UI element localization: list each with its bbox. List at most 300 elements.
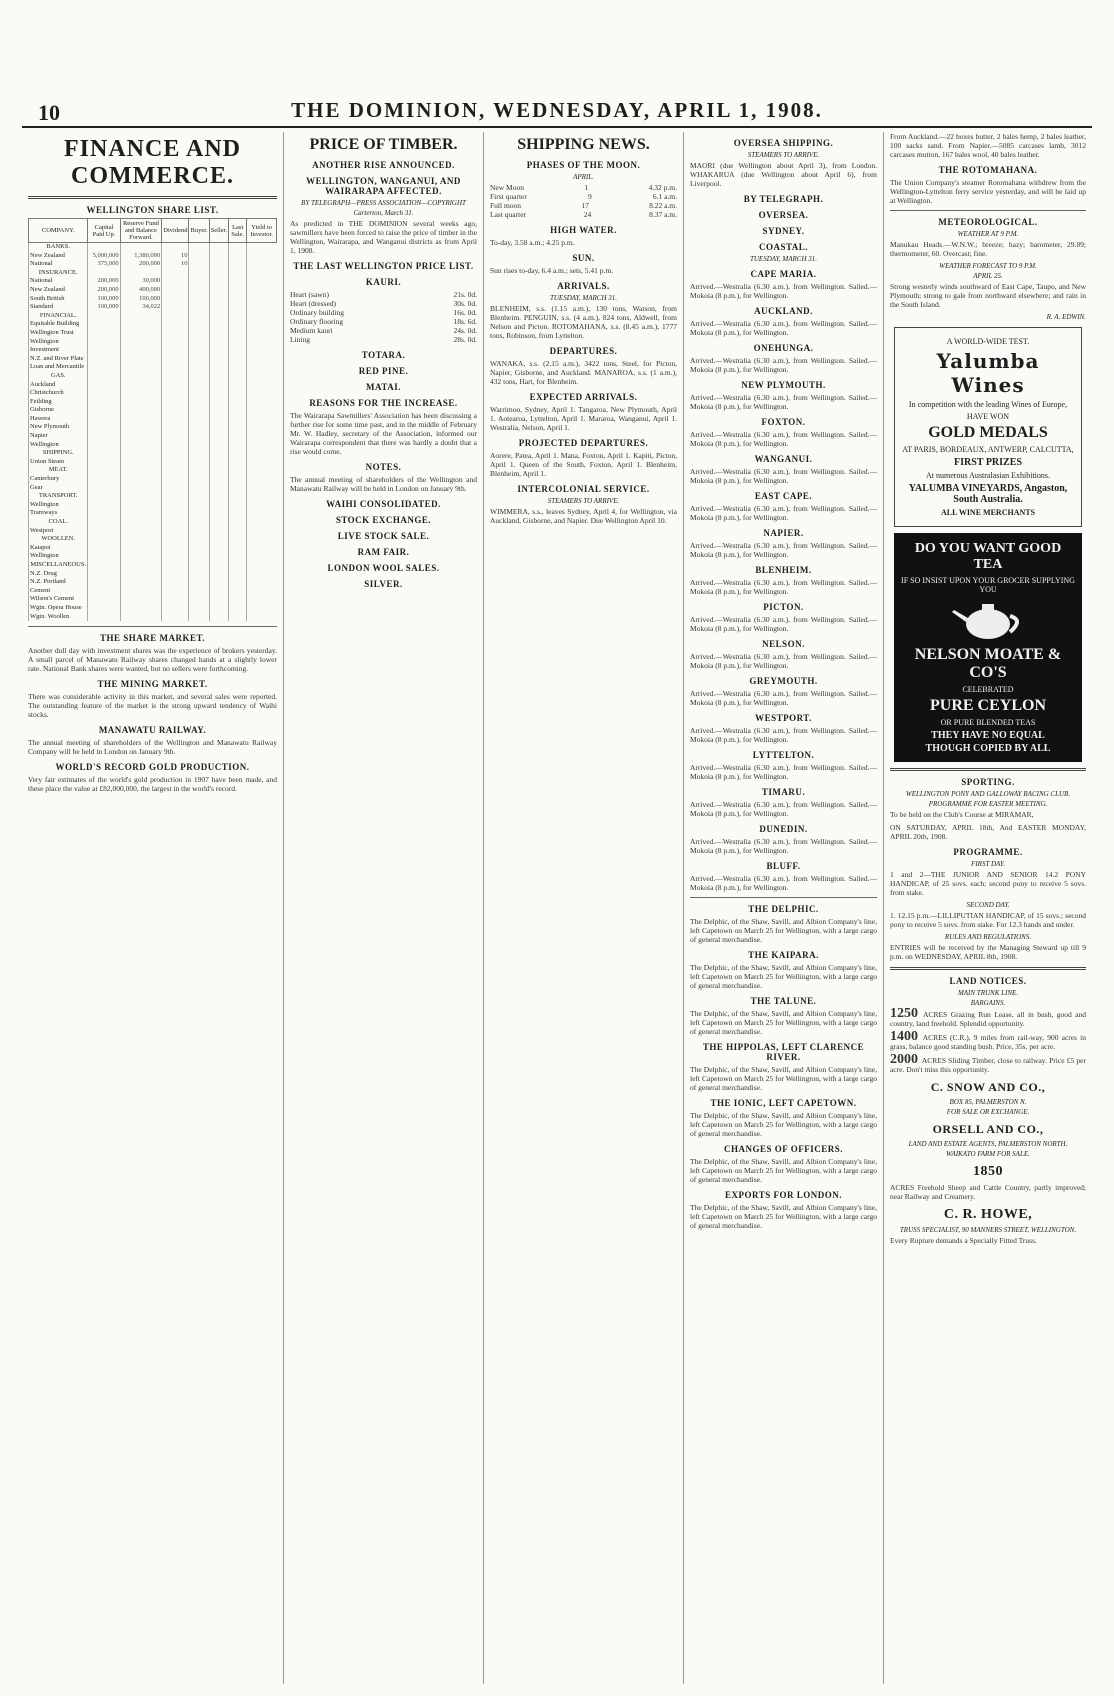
ship-note-title: EXPORTS FOR LONDON. [725, 1190, 842, 1200]
share-value [162, 363, 189, 372]
share-value: 30,000 [120, 277, 162, 286]
share-value [229, 501, 247, 518]
share-value [120, 449, 162, 458]
ship-note-text: The Delphic, of the Shaw, Savill, and Albion Company's line, left Capetown on March 25 for Wellington, with a large cargo of general merchandise. [690, 1009, 877, 1036]
share-value [247, 277, 277, 286]
share-value [209, 406, 228, 415]
share-value [162, 398, 189, 407]
share-value [229, 363, 247, 372]
port-text: Arrived.—Westralia (6.30 a.m.), from Wellington. Sailed.—Mokoia (8 p.m.), for Wellington. [690, 541, 877, 559]
intercolonial-text: WIMMERA, s.s., leaves Sydney, April 4, for Wellington, via Auckland, Gisborne, and Napier. Due Wellington April 10. [490, 507, 677, 525]
bargain-text: ACRES Grazing Run Lease, all in bush, good and country, land freehold. Splendid opportunity. [890, 1010, 1087, 1028]
share-value [209, 295, 228, 304]
share-value [209, 329, 228, 338]
share-value [120, 389, 162, 398]
share-value [162, 415, 189, 424]
share-row [29, 570, 277, 579]
share-value [162, 286, 189, 295]
share-value [247, 535, 277, 544]
share-value [88, 492, 120, 501]
share-value [189, 492, 209, 501]
share-value [247, 406, 277, 415]
company-name: Napier [29, 432, 88, 441]
share-value [229, 398, 247, 407]
share-row [29, 260, 277, 269]
timber-grade: Heart (dressed) [290, 299, 337, 308]
share-value [88, 432, 120, 441]
timber-price: 18s. 6d. [453, 317, 477, 326]
share-value [189, 363, 209, 372]
newspaper-title: THE DOMINION, WEDNESDAY, APRIL 1, 1908. [291, 98, 823, 122]
share-value [209, 552, 228, 561]
company-name: Hawera [29, 415, 88, 424]
share-value [247, 295, 277, 304]
share-row [29, 501, 277, 518]
share-value [247, 269, 277, 278]
share-value [189, 484, 209, 493]
share-value [120, 544, 162, 553]
moon-cell: First quarter [490, 192, 527, 201]
company-name: FINANCIAL. [29, 312, 88, 321]
share-row [29, 320, 277, 329]
share-value [209, 501, 228, 518]
share-value: 200,000 [120, 260, 162, 269]
share-value [162, 303, 189, 312]
share-row [29, 484, 277, 493]
company-name: Wellington Tramways [29, 501, 88, 518]
share-value [209, 570, 228, 579]
share-value [247, 604, 277, 613]
moon-title: PHASES OF THE MOON. [526, 160, 641, 170]
share-value [120, 312, 162, 321]
share-value [229, 415, 247, 424]
share-value [88, 466, 120, 475]
shipping-column [484, 132, 684, 1684]
share-col-header: Buyer. [189, 219, 209, 243]
timber-dateline: Carterton, March 31. [353, 209, 414, 217]
share-value [120, 578, 162, 595]
kauri-title: KAURI. [365, 277, 402, 287]
share-value [120, 243, 162, 252]
share-value [229, 527, 247, 536]
share-row [29, 389, 277, 398]
share-value [247, 527, 277, 536]
share-row [29, 372, 277, 381]
share-value [120, 320, 162, 329]
share-value [189, 604, 209, 613]
share-value [162, 552, 189, 561]
reasons-title: REASONS FOR THE INCREASE. [309, 398, 458, 408]
company-name: Wgtn. Opera House [29, 604, 88, 613]
main-trunk-title: MAIN TRUNK LINE. [957, 989, 1019, 997]
ad-kicker: A WORLD-WIDE TEST. [946, 337, 1030, 346]
share-value [120, 415, 162, 424]
nelson-moate-tea-ad [894, 533, 1082, 762]
company-name: South British [29, 295, 88, 304]
company-name: Loan and Mercantile [29, 363, 88, 372]
share-value [209, 286, 228, 295]
masthead [22, 96, 1092, 128]
share-value [229, 372, 247, 381]
share-value [88, 338, 120, 355]
projected-text: Aorere, Patea, April 1. Mana, Foxton, April 1. Kapiti, Picton, April 1. Queen of the South, Foxton, April 1. Blenheim, Blenheim, April 1. [490, 451, 677, 478]
company-name: Equitable Building [29, 320, 88, 329]
share-value [209, 269, 228, 278]
port-text: Arrived.—Westralia (6.30 a.m.), from Wellington. Sailed.—Mokoia (8 p.m.), for Wellington. [690, 393, 877, 411]
company-name: Union Steam [29, 458, 88, 467]
share-value [162, 613, 189, 622]
notes-title: NOTES. [365, 462, 402, 472]
sporting-where: To be held on the Club's Course at MIRAMAR, [890, 810, 1034, 819]
share-value [229, 458, 247, 467]
moon-row [490, 210, 677, 219]
share-value [209, 303, 228, 312]
port-text: Arrived.—Westralia (6.30 a.m.), from Wellington. Sailed.—Mokoia (8 p.m.), for Wellington. [690, 467, 877, 485]
share-value [229, 355, 247, 364]
ship-note-title: THE IONIC, LEFT CAPETOWN. [710, 1098, 857, 1108]
ad-exhibitions: At numerous Australasian Exhibitions. [926, 471, 1050, 480]
share-value [229, 329, 247, 338]
share-value [189, 527, 209, 536]
tea-ad-line4: PURE CEYLON [929, 697, 1046, 714]
reasons-text: The Wairarapa Sawmillers' Association has been discussing a further rise for some time past, and in the middle of February Mr. W. Hadley, secretary of the Association, informed our Wairarapa correspondent that there was hardly a doubt that a rise would come. [290, 411, 477, 456]
company-name: N.Z. Drug [29, 570, 88, 579]
ship-notes [690, 904, 877, 1230]
share-value [209, 535, 228, 544]
share-value [162, 381, 189, 390]
share-value [247, 492, 277, 501]
bargain-item [890, 1029, 1086, 1051]
share-value [229, 492, 247, 501]
moon-cell: 9 [587, 192, 592, 201]
moon-cell: 4.32 p.m. [648, 183, 677, 192]
share-value [88, 320, 120, 329]
share-value [162, 484, 189, 493]
share-value [209, 484, 228, 493]
port-title: DUNEDIN. [759, 824, 808, 834]
price-row [290, 290, 477, 299]
company-name: New Plymouth [29, 423, 88, 432]
share-value [229, 423, 247, 432]
share-value [209, 604, 228, 613]
share-value [88, 243, 120, 252]
share-value [189, 552, 209, 561]
share-value [88, 544, 120, 553]
company-name: Gisborne [29, 406, 88, 415]
share-value [229, 518, 247, 527]
matai-title: MATAI. [366, 382, 401, 392]
share-value [229, 535, 247, 544]
share-value [247, 544, 277, 553]
share-value [247, 355, 277, 364]
timber-title: PRICE OF TIMBER. [309, 136, 458, 153]
share-value [209, 415, 228, 424]
share-value [189, 535, 209, 544]
port-text: Arrived.—Westralia (6.30 a.m.), from Wellington. Sailed.—Mokoia (8 p.m.), for Wellington. [690, 356, 877, 374]
company-name: Gear [29, 484, 88, 493]
company-name: COAL. [29, 518, 88, 527]
share-value [229, 406, 247, 415]
share-value [88, 415, 120, 424]
share-value [88, 475, 120, 484]
share-value [88, 398, 120, 407]
finance-title: FINANCE AND COMMERCE. [63, 136, 241, 189]
company-name: N.Z. and River Plate [29, 355, 88, 364]
tea-ad-line3: CELEBRATED [962, 685, 1014, 694]
share-value [162, 277, 189, 286]
share-value: 200,000 [88, 286, 120, 295]
share-value [120, 613, 162, 622]
share-value [229, 252, 247, 261]
stock-exchange-title: STOCK EXCHANGE. [335, 515, 432, 525]
arrivals-title: ARRIVALS. [557, 281, 610, 291]
gold-title: WORLD'S RECORD GOLD PRODUCTION. [55, 762, 250, 773]
share-value [162, 475, 189, 484]
share-value [189, 252, 209, 261]
company-name: Kaiapoi [29, 544, 88, 553]
share-value [209, 252, 228, 261]
company-name: Wellington Trust [29, 329, 88, 338]
share-value [247, 415, 277, 424]
share-value [229, 303, 247, 312]
company-name: Auckland [29, 381, 88, 390]
port-title: BLENHEIM. [755, 565, 812, 575]
bargain-acres: 2000 [890, 1052, 922, 1067]
coastal-date: TUESDAY, MARCH 31. [749, 255, 818, 263]
share-value [209, 398, 228, 407]
company-name: Standard [29, 303, 88, 312]
second-day-text: 1. 12.15 p.m.—LILLIPUTIAN HANDICAP, of 15 sovs.; second pony to receive 5 sovs. from stake. For 12.3 hands and under. [890, 911, 1086, 929]
share-value [209, 527, 228, 536]
share-value [189, 277, 209, 286]
share-value [247, 578, 277, 595]
company-name: INSURANCE. [29, 269, 88, 278]
share-value: 10 [162, 260, 189, 269]
share-value [209, 492, 228, 501]
share-value [247, 501, 277, 518]
share-value [189, 338, 209, 355]
ship-note-title: THE HIPPOLAS, LEFT CLARENCE RIVER. [702, 1042, 865, 1062]
share-value [209, 312, 228, 321]
company-name: National [29, 277, 88, 286]
port-reports [690, 269, 877, 892]
share-value [209, 320, 228, 329]
tea-ad-line1: DO YOU WANT GOOD TEA [914, 541, 1062, 572]
share-row [29, 613, 277, 622]
land-notices-title: LAND NOTICES. [949, 976, 1027, 986]
share-value [162, 492, 189, 501]
share-value [229, 260, 247, 269]
share-col-header: Reserve Fund and Balance Forward. [120, 219, 162, 243]
port-title: BLUFF. [766, 861, 801, 871]
share-value [120, 570, 162, 579]
share-value [162, 406, 189, 415]
yalumba-wines-ad [894, 327, 1082, 527]
company-name: Wellington [29, 441, 88, 450]
ad-footer: ALL WINE MERCHANTS [940, 508, 1036, 517]
rotomahana-text: The Union Company's steamer Rotomahana withdrew from the Wellington-Lyttelton ferry service yesterday, and will be laid up at Wellington. [890, 178, 1086, 205]
share-value [120, 441, 162, 450]
ad-places: AT PARIS, BORDEAUX, ANTWERP, CALCUTTA, [902, 445, 1074, 454]
company-name: MEAT. [29, 466, 88, 475]
share-value [88, 561, 120, 570]
share-value [189, 449, 209, 458]
arrivals-text: BLENHEIM, s.s. (1.15 a.m.), 130 tons, Watson, from Blenheim. PENGUIN, s.s. (4 a.m.), 824 tons, Aldwell, from Nelson and Picton. ROTOMAHANA, s.s. (8.45 a.m.), 1777 tons, Robinson, from Lyttelton. [490, 304, 677, 340]
timber-body: As predicted in THE DOMINION several weeks ago, sawmillers have been forced to raise the price of timber in the Wellington, Wairarapa, and Wanganui districts as from April 1, 1908. [290, 219, 477, 255]
share-row [29, 415, 277, 424]
share-value [88, 570, 120, 579]
port-title: WESTPORT. [755, 713, 812, 723]
expected-text: Warrimoo, Sydney, April 1. Tangaroa, New Plymouth, April 1. Aotearoa, Lyttelton, April 1. Mararoa, Wanganui, April 1. Westralia, Nelson, April 1. [490, 405, 677, 432]
ship-note-title: THE TALUNE. [750, 996, 817, 1006]
finance-column [22, 132, 284, 1684]
port-text: Arrived.—Westralia (6.30 a.m.), from Wellington. Sailed.—Mokoia (8 p.m.), for Wellington. [690, 430, 877, 448]
share-value: 34,022 [120, 303, 162, 312]
share-row [29, 578, 277, 595]
share-value [189, 423, 209, 432]
share-value [209, 338, 228, 355]
bargain-text: ACRES (C.R.), 9 miles from rail-way, 900 acres in grass, balance good standing bush. Price, 35s. per acre. [890, 1033, 1086, 1051]
share-value [162, 269, 189, 278]
totara-title: TOTARA. [361, 350, 406, 360]
sporting-club: WELLINGTON PONY AND GALLOWAY RACING CLUB. [905, 790, 1071, 798]
share-value [189, 381, 209, 390]
port-text: Arrived.—Westralia (6.30 a.m.), from Wellington. Sailed.—Mokoia (8 p.m.), for Wellington. [690, 652, 877, 670]
share-row [29, 355, 277, 364]
share-value [162, 372, 189, 381]
share-value [209, 595, 228, 604]
share-row [29, 252, 277, 261]
agent-howe-name: C. R. HOWE, [943, 1207, 1033, 1222]
share-row [29, 398, 277, 407]
share-col-header: Dividend [162, 219, 189, 243]
share-value [88, 269, 120, 278]
share-value: 5,000,000 [88, 252, 120, 261]
share-value [247, 381, 277, 390]
overseas-title: OVERSEA SHIPPING. [733, 138, 834, 148]
price-row [290, 299, 477, 308]
first-day-title: FIRST DAY. [971, 860, 1005, 868]
bargain-item [890, 1006, 1087, 1028]
share-value [162, 578, 189, 595]
share-row [29, 595, 277, 604]
ship-note-text: The Delphic, of the Shaw, Savill, and Albion Company's line, left Capetown on March 25 for Wellington, with a large cargo of general merchandise. [690, 917, 877, 944]
company-name: Feilding [29, 398, 88, 407]
share-value [162, 355, 189, 364]
share-value [88, 613, 120, 622]
company-name: Westport [29, 527, 88, 536]
share-row [29, 329, 277, 338]
share-value [247, 286, 277, 295]
share-value [209, 372, 228, 381]
weather-text: Manukau Heads.—W.N.W.; breeze; hazy; barometer, 29.89; thermometer, 60. Overcast; fine. [890, 240, 1086, 258]
company-name: Canterbury [29, 475, 88, 484]
share-value [189, 561, 209, 570]
port-text: Arrived.—Westralia (6.30 a.m.), from Wellington. Sailed.—Mokoia (8 p.m.), for Wellington. [690, 726, 877, 744]
share-value [88, 501, 120, 518]
share-value: 100,000 [120, 295, 162, 304]
moon-cell: 6.1 a.m. [652, 192, 677, 201]
company-name: Christchurch [29, 389, 88, 398]
share-value [162, 243, 189, 252]
share-value [189, 441, 209, 450]
oversea-title: OVERSEA. [758, 210, 809, 220]
company-name: Wellington [29, 552, 88, 561]
share-row [29, 552, 277, 561]
ad-line1: In competition with the leading Wines of Europe, [908, 400, 1068, 409]
share-value [120, 595, 162, 604]
share-value [189, 372, 209, 381]
price-list-title: THE LAST WELLINGTON PRICE LIST. [293, 261, 474, 271]
teapot-icon [900, 598, 1076, 642]
share-value [229, 441, 247, 450]
share-value [247, 243, 277, 252]
share-list-title: WELLINGTON SHARE LIST. [86, 205, 219, 215]
share-value: 200,000 [88, 277, 120, 286]
share-col-header: COMPANY. [29, 219, 88, 243]
share-col-header: Seller. [209, 219, 228, 243]
share-value [189, 286, 209, 295]
port-title: EAST CAPE. [754, 491, 813, 501]
sporting-title: SPORTING. [961, 777, 1015, 787]
port-title: ONEHUNGA. [753, 343, 814, 353]
share-value [88, 449, 120, 458]
share-row [29, 544, 277, 553]
share-value [247, 595, 277, 604]
share-value [120, 475, 162, 484]
moon-cell: New Moon [490, 183, 524, 192]
share-value [162, 561, 189, 570]
share-row [29, 458, 277, 467]
ad-prizes: FIRST PRIZES [954, 457, 1022, 468]
departures-text: WANAKA, s.s. (2.15 a.m.), 3422 tons, Steel, for Picton, Napier, Gisborne, and Auckland. MANAROA, s.s. (1 a.m.), 432 tons, Hart, for Blenheim. [490, 359, 677, 386]
company-name: Wilson's Cement [29, 595, 88, 604]
share-value [189, 398, 209, 407]
share-value [189, 355, 209, 364]
share-value [247, 613, 277, 622]
agent-howe-desc: TRUSS SPECIALIST, 90 MANNERS STREET, WELLINGTON. [899, 1226, 1077, 1234]
share-value [162, 458, 189, 467]
share-value [247, 260, 277, 269]
share-value [120, 381, 162, 390]
share-value [88, 484, 120, 493]
forecast-title: WEATHER FORECAST TO 9 P.M. [939, 262, 1037, 270]
share-value: 10 [162, 252, 189, 261]
share-value [162, 389, 189, 398]
share-value [229, 381, 247, 390]
share-value [120, 329, 162, 338]
port-text: Arrived.—Westralia (6.30 a.m.), from Wellington. Sailed.—Mokoia (8 p.m.), for Wellington. [690, 763, 877, 781]
high-water-title: HIGH WATER. [550, 225, 617, 235]
misc-column [884, 132, 1092, 1684]
telegraph-title: BY TELEGRAPH. [743, 194, 824, 204]
bargains-title: BARGAINS. [970, 999, 1006, 1007]
share-value [120, 423, 162, 432]
share-market-title: THE SHARE MARKET. [99, 633, 206, 644]
farm-title: WAIKATO FARM FOR SALE. [946, 1150, 1030, 1158]
timber-grade: Ordinary flooring [290, 317, 344, 326]
rules-title: RULES AND REGULATIONS. [944, 933, 1032, 941]
exports-text: From Auckland.—22 boxes butter, 2 bales hemp, 2 bales leather, 100 sacks sand. From Napier.—5085 carcases lamb, 3012 carcases mutton, 167 bales wool, 40 bales leather. [890, 132, 1086, 159]
port-text: Arrived.—Westralia (6.30 a.m.), from Wellington. Sailed.—Mokoia (8 p.m.), for Wellington. [690, 874, 877, 892]
share-value [229, 295, 247, 304]
share-value [229, 570, 247, 579]
share-value [189, 243, 209, 252]
port-title: GREYMOUTH. [749, 676, 818, 686]
share-row [29, 243, 277, 252]
share-value [247, 320, 277, 329]
moon-row [490, 183, 677, 192]
